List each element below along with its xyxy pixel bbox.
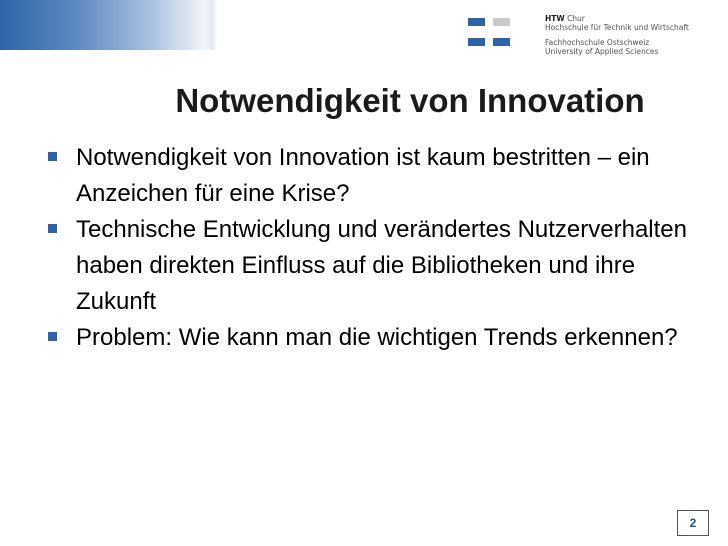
logo-htw: HTW (545, 14, 565, 23)
logo-city: Chur (567, 14, 585, 23)
htw-logo-mark (468, 18, 528, 48)
bullet-list (48, 140, 708, 356)
bullet-square-icon (48, 332, 57, 341)
bullet-text: Problem: Wie kann man die wichtigen Trends erkennen? (76, 324, 678, 351)
bullet-text: Technische Entwicklung und verändertes Nutzerverhalten haben direkten Einfluss auf die Bibliotheken und ihre Zukunft (76, 216, 688, 315)
bullet-item (48, 140, 708, 212)
logo-square-blue (468, 38, 485, 46)
logo-square-blue (468, 18, 485, 26)
logo-line-3: University of Applied Sciences (545, 47, 659, 56)
logo-square-blue (493, 38, 510, 46)
bullet-item (48, 320, 708, 356)
logo-square-grey (493, 18, 510, 26)
bullet-square-icon (48, 152, 57, 161)
page-number: 2 (677, 510, 709, 536)
htw-logo-text (545, 14, 725, 56)
bullet-item (48, 212, 708, 320)
logo-line-htw (545, 14, 725, 23)
bullet-text: Notwendigkeit von Innovation ist kaum bestritten – ein Anzeichen für eine Krise? (76, 144, 650, 207)
logo-line-1: Hochschule für Technik und Wirtschaft (545, 23, 689, 32)
bullet-square-icon (48, 224, 57, 233)
slide-title: Notwendigkeit von Innovation (175, 82, 645, 119)
logo-line-2: Fachhochschule Ostschweiz (545, 38, 650, 47)
header-gradient-band (0, 0, 215, 50)
header-gradient-fade (205, 0, 217, 50)
